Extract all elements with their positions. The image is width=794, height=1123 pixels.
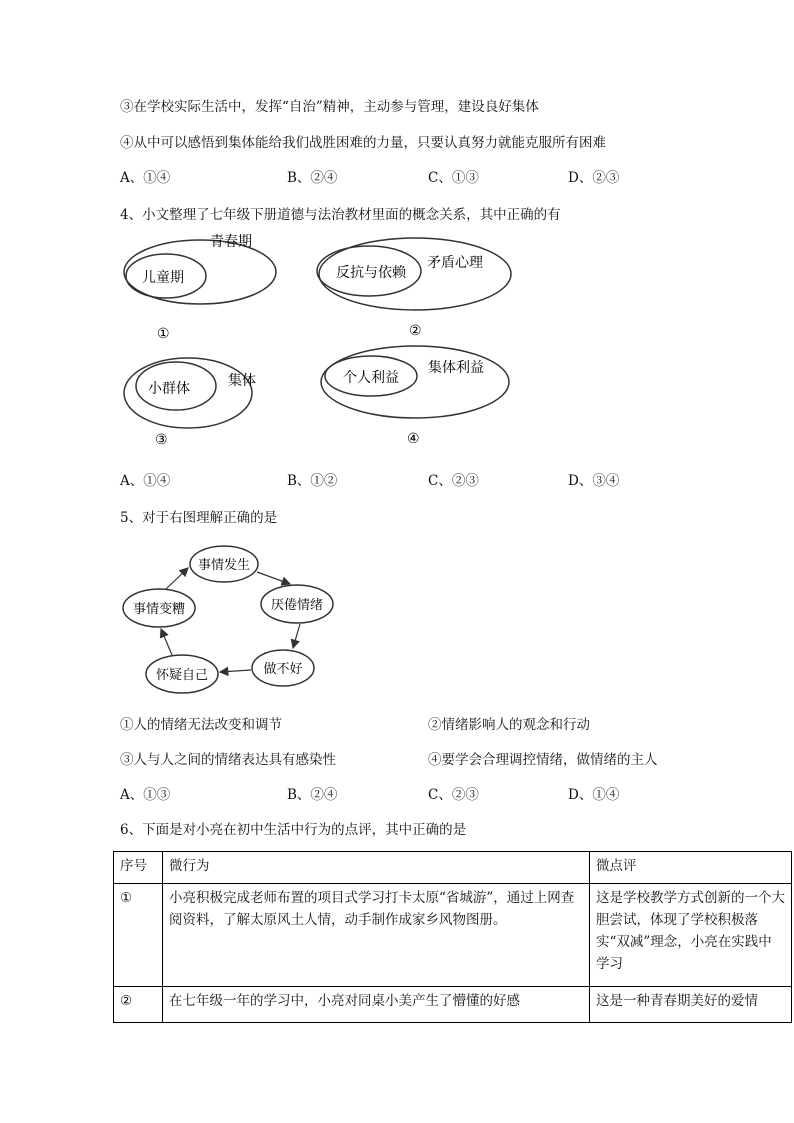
cycle-node-4-label: 怀疑自己 [155, 668, 209, 683]
cycle-arrow-3 [220, 670, 251, 672]
q4-option-a: A、①④ [120, 473, 171, 489]
venn-1-number: ① [157, 326, 170, 342]
q4-concept-diagrams [0, 230, 794, 490]
header-behavior: 微行为 [163, 852, 590, 884]
q3-item-4: ④从中可以感悟到集体能给我们战胜困难的力量，只要认真努力就能克服所有困难 [120, 135, 606, 151]
q6-stem: 6、下面是对小亮在初中生活中行为的点评，其中正确的是 [120, 822, 467, 838]
table-header-row [114, 852, 792, 884]
q5-cycle-diagram [0, 540, 794, 700]
review-table [113, 851, 792, 1023]
cycle-node-2 [261, 585, 333, 623]
header-comment: 微点评 [590, 852, 792, 884]
q5-stem: 5、对于右图理解正确的是 [120, 510, 278, 526]
q4-option-b: B、①② [287, 473, 338, 489]
q5-item-4: ④要学会合理调控情绪，做情绪的主人 [428, 752, 658, 768]
cycle-node-3-label: 做不好 [263, 662, 303, 677]
q3-item-3: ③在学校实际生活中，发挥“自治”精神，主动参与管理，建设良好集体 [120, 99, 539, 115]
table-row [114, 884, 792, 987]
venn-1-outer-label: 青春期 [210, 234, 252, 250]
venn-3-inner-label: 小群体 [148, 381, 190, 397]
header-number: 序号 [114, 852, 163, 884]
q5-item-3: ③人与人之间的情绪表达具有感染性 [120, 752, 336, 768]
cycle-node-5 [123, 589, 195, 627]
q3-option-c: C、①③ [428, 170, 479, 186]
cycle-node-2-label: 厌倦情绪 [270, 598, 324, 613]
venn-diagram-3 [124, 358, 256, 448]
row-1-comment: 这是学校教学方式创新的一个大胆尝试，体现了学校积极落实“双减”理念，小亮在实践中学习 [590, 884, 792, 987]
venn-1-inner-label: 儿童期 [142, 270, 184, 286]
row-1-number: ① [114, 884, 163, 987]
cycle-node-3 [252, 650, 314, 686]
venn-4-outer-label: 集体利益 [428, 360, 484, 376]
q5-item-1: ①人的情绪无法改变和调节 [120, 717, 282, 733]
venn-diagram-2 [317, 238, 511, 339]
cycle-node-4 [146, 655, 218, 693]
row-2-comment: 这是一种青春期美好的爱情 [590, 987, 792, 1023]
cycle-arrow-2 [293, 624, 300, 648]
q5-option-c: C、②③ [428, 787, 479, 803]
venn-4-number: ④ [407, 431, 420, 447]
venn-diagram-1 [124, 233, 276, 342]
q5-option-a: A、①③ [120, 787, 171, 803]
table-row [114, 987, 792, 1023]
venn-3-number: ③ [155, 432, 168, 448]
cycle-arrow-4 [161, 629, 172, 655]
cycle-arrow-1 [257, 572, 290, 584]
q5-option-d: D、①④ [568, 787, 620, 803]
venn-2-number: ② [409, 323, 422, 339]
q4-option-c: C、②③ [428, 473, 479, 489]
venn-diagram-4 [321, 346, 509, 447]
q3-option-b: B、②④ [287, 170, 338, 186]
venn-2-outer-label: 矛盾心理 [427, 255, 483, 271]
cycle-node-5-label: 事情变糟 [132, 602, 186, 617]
q4-stem: 4、小文整理了七年级下册道德与法治教材里面的概念关系，其中正确的有 [120, 207, 561, 223]
venn-3-outer-label: 集体 [228, 373, 256, 389]
q4-option-d: D、③④ [568, 473, 620, 489]
row-1-behavior: 小亮积极完成老师布置的项目式学习打卡太原“省城游”，通过上网查阅资料，了解太原风土人情，动手制作成家乡风物图册。 [163, 884, 590, 987]
q5-item-2: ②情绪影响人的观念和行动 [428, 717, 590, 733]
venn-4-inner-label: 个人利益 [343, 370, 399, 386]
cycle-node-1 [190, 546, 258, 582]
row-2-behavior: 在七年级一年的学习中，小亮对同桌小美产生了懵懂的好感 [163, 987, 590, 1023]
q5-option-b: B、②④ [287, 787, 338, 803]
cycle-node-1-label: 事情发生 [197, 558, 251, 573]
q3-option-a: A、①④ [120, 170, 171, 186]
cycle-arrow-5 [166, 568, 188, 589]
venn-2-inner-label: 反抗与依赖 [336, 265, 406, 281]
q3-option-d: D、②③ [568, 170, 620, 186]
row-2-number: ② [114, 987, 163, 1023]
